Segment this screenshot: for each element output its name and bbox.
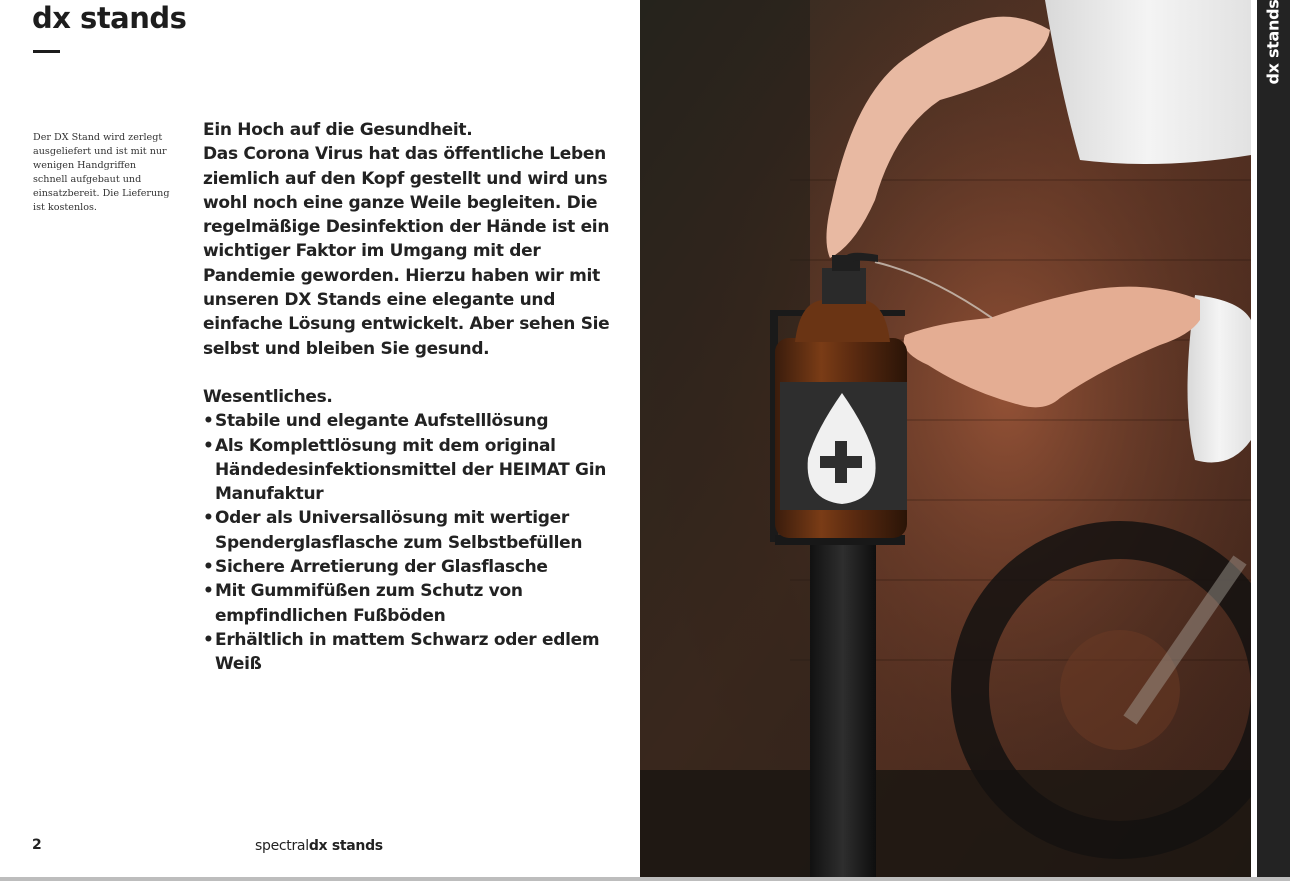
motorcycle-hub: [1060, 630, 1180, 750]
sidenote: Der DX Stand wird zerlegt ausgeliefert und ist mit nur wenigen Handgriffen schnell aufgebaut und einsatzbereit. Die Lieferung ist kostenlos.: [33, 132, 170, 213]
plus-icon-vertical: [835, 441, 847, 483]
title-underline: [33, 50, 60, 53]
sleeve-top: [1045, 0, 1251, 164]
side-tab: [1257, 0, 1290, 877]
body-text: [203, 118, 628, 677]
feature-item: • Als Komplettlösung mit dem original Händedesinfektionsmittel der HEIMAT Gin Manufaktur: [203, 434, 628, 507]
footer-brand-bold: dx stands: [308, 838, 383, 854]
page-title: dx stands: [32, 1, 187, 35]
feature-item: • Sichere Arretierung der Glasflasche: [203, 555, 628, 579]
intro-body: Das Corona Virus hat das öffentliche Leben ziemlich auf den Kopf gestellt und wird uns wohl noch eine ganze Weile begleiten. Die regelmäßige Desinfektion der Hände ist ein wichtiger Faktor im Umgang mit der Pandemie geworden. Hierzu haben wir mit unseren DX Stands eine elegante und einfache Lösung entwickelt. Aber sehen Sie selbst und bleiben Sie gesund.: [203, 144, 610, 359]
bottom-border: [0, 877, 1290, 881]
footer-brand-light: spectral: [255, 838, 309, 854]
footer-brand: [255, 838, 383, 854]
feature-item: • Erhältlich in mattem Schwarz oder edlem Weiß: [203, 628, 628, 677]
feature-item: • Mit Gummifüßen zum Schutz von empfindlichen Fußböden: [203, 579, 628, 628]
bullet-dot: •: [203, 508, 214, 529]
page-number: 2: [32, 837, 42, 853]
feature-item: • Stabile und elegante Aufstelllösung: [203, 409, 628, 433]
bullet-dot: •: [203, 557, 214, 578]
bullet-dot: •: [203, 411, 214, 432]
bullet-dot: •: [203, 581, 214, 602]
dispenser-photo-illustration: [640, 0, 1251, 877]
bottle-neck: [822, 268, 866, 304]
bullet-dot: •: [203, 435, 214, 456]
intro-heading: Ein Hoch auf die Gesundheit.: [203, 120, 473, 140]
product-photo: [640, 0, 1251, 877]
feature-item: • Oder als Universallösung mit wertiger Spenderglasflasche zum Selbstbefüllen: [203, 506, 628, 555]
left-page: [0, 0, 640, 881]
side-tab-label: dx stands: [1263, 0, 1283, 85]
feature-list: [203, 409, 628, 676]
bottle-shoulder: [795, 300, 890, 342]
features-heading: Wesentliches.: [203, 386, 333, 407]
stand-pole: [810, 540, 876, 877]
bullet-dot: •: [203, 629, 214, 650]
paragraph-spacer: [203, 361, 628, 385]
